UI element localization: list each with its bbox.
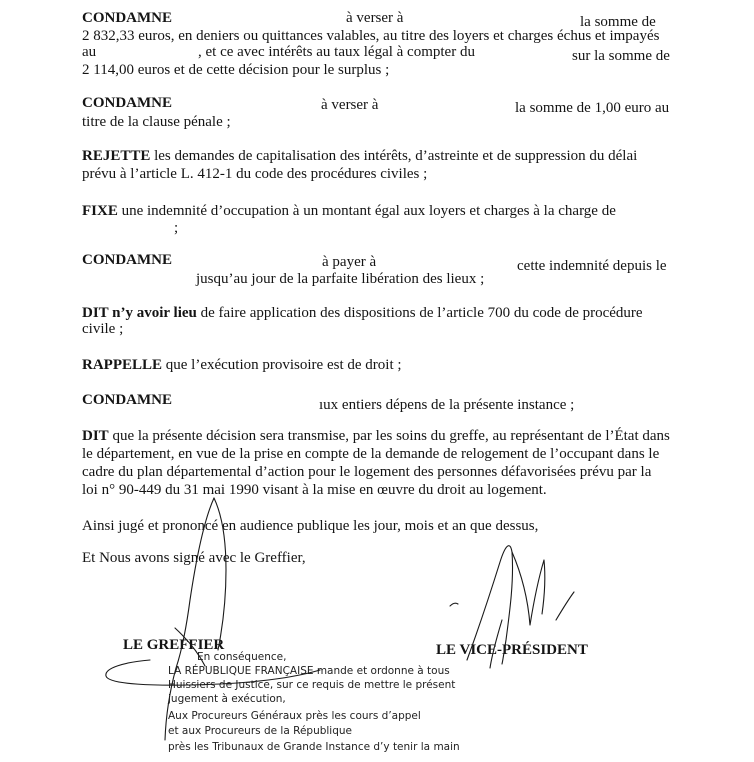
p3-line2: prévu à l’article L. 412-1 du code des procédures civiles ; [82, 166, 428, 182]
p9-text: que la présente décision sera transmise, par les soins du greffe, au représentant de l’État dans [112, 428, 670, 444]
p6-line1 [82, 305, 643, 322]
p3-label: REJETTE [82, 148, 151, 164]
p5-line2: jusqu’au jour de la parfaite libération des lieux ; [196, 271, 485, 287]
stamp-line-2: LA RÉPUBLIQUE FRANÇAISE mande et ordonne à tous [168, 665, 450, 677]
p9-line2: le département, en vue de la prise en compte de la demande de relogement de l’occupant dans le [82, 446, 660, 462]
p2-label: CONDAMNE [82, 95, 172, 111]
p8-label: CONDAMNE [82, 392, 172, 408]
vp-signature-stroke-5 [556, 592, 574, 620]
p1-text-b: la somme de [580, 14, 656, 30]
p4-line1 [82, 203, 616, 220]
p1-text-a: à verser à [346, 10, 404, 26]
greffier-heading: LE GREFFIER [123, 637, 225, 653]
stamp-line-5: Aux Procureurs Généraux près les cours d’appel [168, 710, 421, 722]
vp-signature-stroke-2 [512, 552, 530, 625]
p2-text-a: à verser à [321, 97, 379, 113]
p1-line3a: au [82, 44, 97, 60]
p6-text: de faire application des dispositions de l’article 700 du code de procédure [200, 305, 643, 321]
p1-line3b: , et ce avec intérêts au taux légal à compter du [198, 44, 475, 60]
p3-text: les demandes de capitalisation des intérêts, d’astreinte et de suppression du délai [154, 148, 638, 164]
stamp-line-4: jugement à exécution, [168, 693, 286, 705]
p9-line1 [82, 428, 670, 445]
p2-text-b: la somme de 1,00 euro au [515, 100, 670, 116]
p9-line4: loi n° 90-449 du 31 mai 1990 visant à la mise en œuvre du droit au logement. [82, 482, 547, 498]
stamp-line-1: En conséquence, [197, 651, 287, 663]
vice-president-heading: LE VICE-PRÉSIDENT [436, 642, 588, 658]
p1-line3c: sur la somme de [572, 48, 670, 64]
p2-line2: titre de la clause pénale ; [82, 114, 231, 130]
p5-text-b: cette indemnité depuis le [517, 258, 667, 274]
p1-line4: 2 114,00 euros et de cette décision pour le surplus ; [82, 62, 390, 78]
p8-text-a: ıux entiers dépens de la présente instance ; [319, 397, 575, 413]
p7-label: RAPPELLE [82, 357, 163, 373]
p5-label: CONDAMNE [82, 252, 172, 268]
p6-label: DIT n’y avoir lieu [82, 305, 197, 321]
p4-text: une indemnité d’occupation à un montant égal aux loyers et charges à la charge de [121, 203, 616, 219]
p1-line2: 2 832,33 euros, en deniers ou quittances valables, au titre des loyers et charges échus et impayés [82, 28, 660, 44]
stamp-line-3: Huissiers de Justice, sur ce requis de mettre le présent [168, 679, 456, 691]
p9-line3: cadre du plan départemental d’action pour le logement des personnes défavorisées prévu par la [82, 464, 652, 480]
closing-jugement: Ainsi jugé et prononcé en audience publique les jour, mois et an que dessus, [82, 518, 539, 534]
p6-line2: civile ; [82, 321, 124, 337]
stamp-line-6: et aux Procureurs de la République [168, 725, 353, 737]
p3-line1 [82, 148, 637, 165]
p4-line2: ; [174, 220, 179, 236]
p7-text: que l’exécution provisoire est de droit ; [165, 357, 402, 373]
p5-text-a: à payer à [322, 254, 377, 270]
p9-label: DIT [82, 428, 109, 444]
vp-signature-stroke-6 [450, 603, 458, 606]
p7-line1 [82, 357, 402, 374]
p4-label: FIXE [82, 203, 118, 219]
vp-signature-stroke-3 [530, 560, 545, 625]
closing-signe: Et Nous avons signé avec le Greffier, [82, 550, 306, 566]
stamp-line-7: près les Tribunaux de Grande Instance d’y tenir la main [168, 741, 460, 753]
p1-label: CONDAMNE [82, 10, 172, 26]
